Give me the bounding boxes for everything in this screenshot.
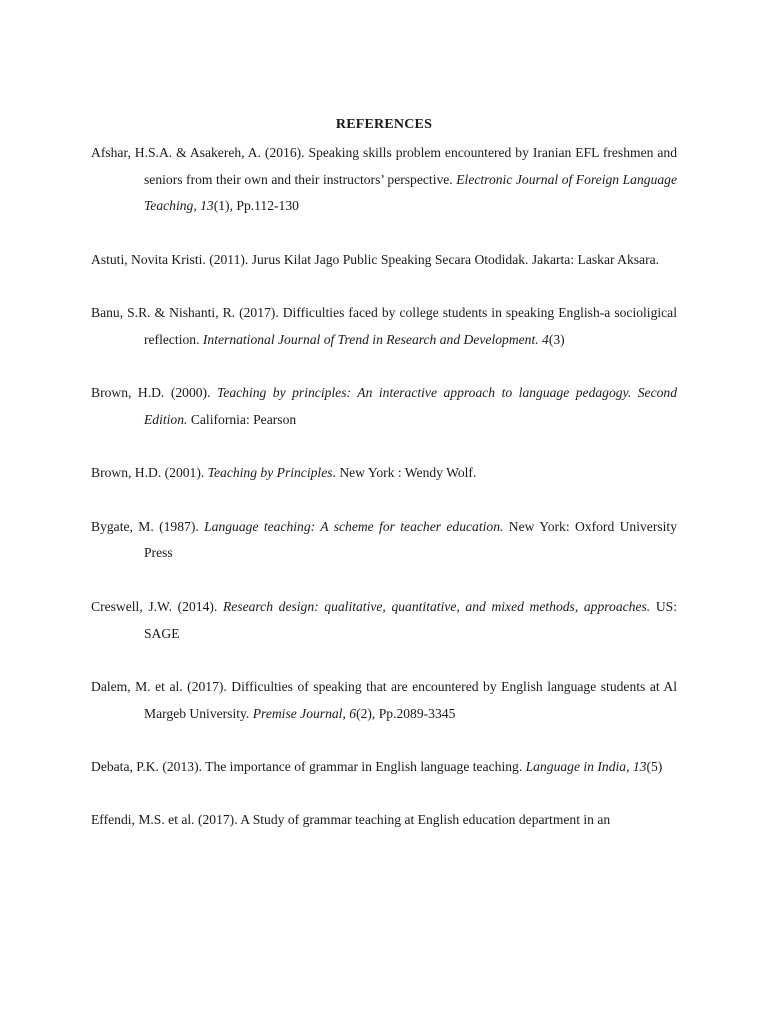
ref-plain-tail: US: SAGE <box>144 598 677 641</box>
ref-plain-text: Debata, P.K. (2013). The importance of grammar in English language teaching. <box>91 759 526 775</box>
reference-entry-brown-2000 <box>91 380 677 433</box>
ref-plain-text: Creswell, J.W. (2014). <box>91 598 223 614</box>
reference-list <box>91 140 677 861</box>
reference-entry-astuti <box>91 247 677 274</box>
ref-plain-tail: (3) <box>548 331 565 347</box>
reference-entry-bygate <box>91 514 677 567</box>
ref-plain-tail: California: Pearson <box>187 411 297 427</box>
ref-plain-tail: (2), Pp.2089-3345 <box>356 705 456 721</box>
ref-plain-text: Banu, S.R. & Nishanti, R. (2017). Difficulties faced by college students in speaking English-a socioligical reflection. <box>91 305 677 347</box>
ref-italic-text: Teaching by Principles <box>207 465 333 481</box>
ref-plain-tail: . New York : Wendy Wolf. <box>332 465 477 481</box>
reference-entry-effendi <box>91 807 677 834</box>
ref-plain-text: Effendi, M.S. et al. (2017). A Study of grammar teaching at English education department in an <box>91 812 611 828</box>
reference-entry-banu <box>91 300 677 353</box>
reference-entry-creswell <box>91 594 677 647</box>
ref-plain-text: Brown, H.D. (2000). <box>91 385 217 401</box>
reference-entry-brown-2001 <box>91 460 677 487</box>
ref-plain-text: Afshar, H.S.A. & Asakereh, A. (2016). Speaking skills problem encountered by Iranian EFL freshmen and seniors from their own and their instructors’ perspective. <box>91 145 677 187</box>
ref-plain-text: Bygate, M. (1987). <box>91 518 205 534</box>
ref-plain-text: Dalem, M. et al. (2017). Difficulties of speaking that are encountered by English language students at Al Margeb University. <box>91 678 677 721</box>
ref-italic-text: Premise Journal, 6 <box>252 705 357 721</box>
reference-entry-dalem <box>91 674 677 727</box>
ref-italic-text: Language in India, 13 <box>525 759 647 775</box>
ref-italic-text: Electronic Journal of Foreign Language Teaching, 13 <box>144 171 677 214</box>
ref-italic-text: International Journal of Trend in Research and Development. 4 <box>202 331 549 347</box>
ref-plain-text: Astuti, Novita Kristi. (2011). Jurus Kilat Jago Public Speaking Secara Otodidak. Jakarta: Laskar Aksara. <box>91 251 660 267</box>
ref-plain-text: Brown, H.D. (2001). <box>91 465 208 481</box>
ref-italic-text: Research design: qualitative, quantitative, and mixed methods, approaches. <box>222 598 651 614</box>
references-heading: REFERENCES <box>335 117 433 132</box>
ref-plain-tail: (1), Pp.112-130 <box>213 198 299 214</box>
ref-italic-text: Language teaching: A scheme for teacher education. <box>204 518 504 534</box>
reference-entry-debata <box>91 754 677 781</box>
ref-plain-tail: New York: Oxford University Press <box>144 518 677 561</box>
ref-plain-tail: (5) <box>646 759 663 775</box>
reference-entry-afshar <box>91 140 677 220</box>
ref-italic-text: Teaching by principles: An interactive approach to language pedagogy. Second Edition. <box>144 385 677 427</box>
